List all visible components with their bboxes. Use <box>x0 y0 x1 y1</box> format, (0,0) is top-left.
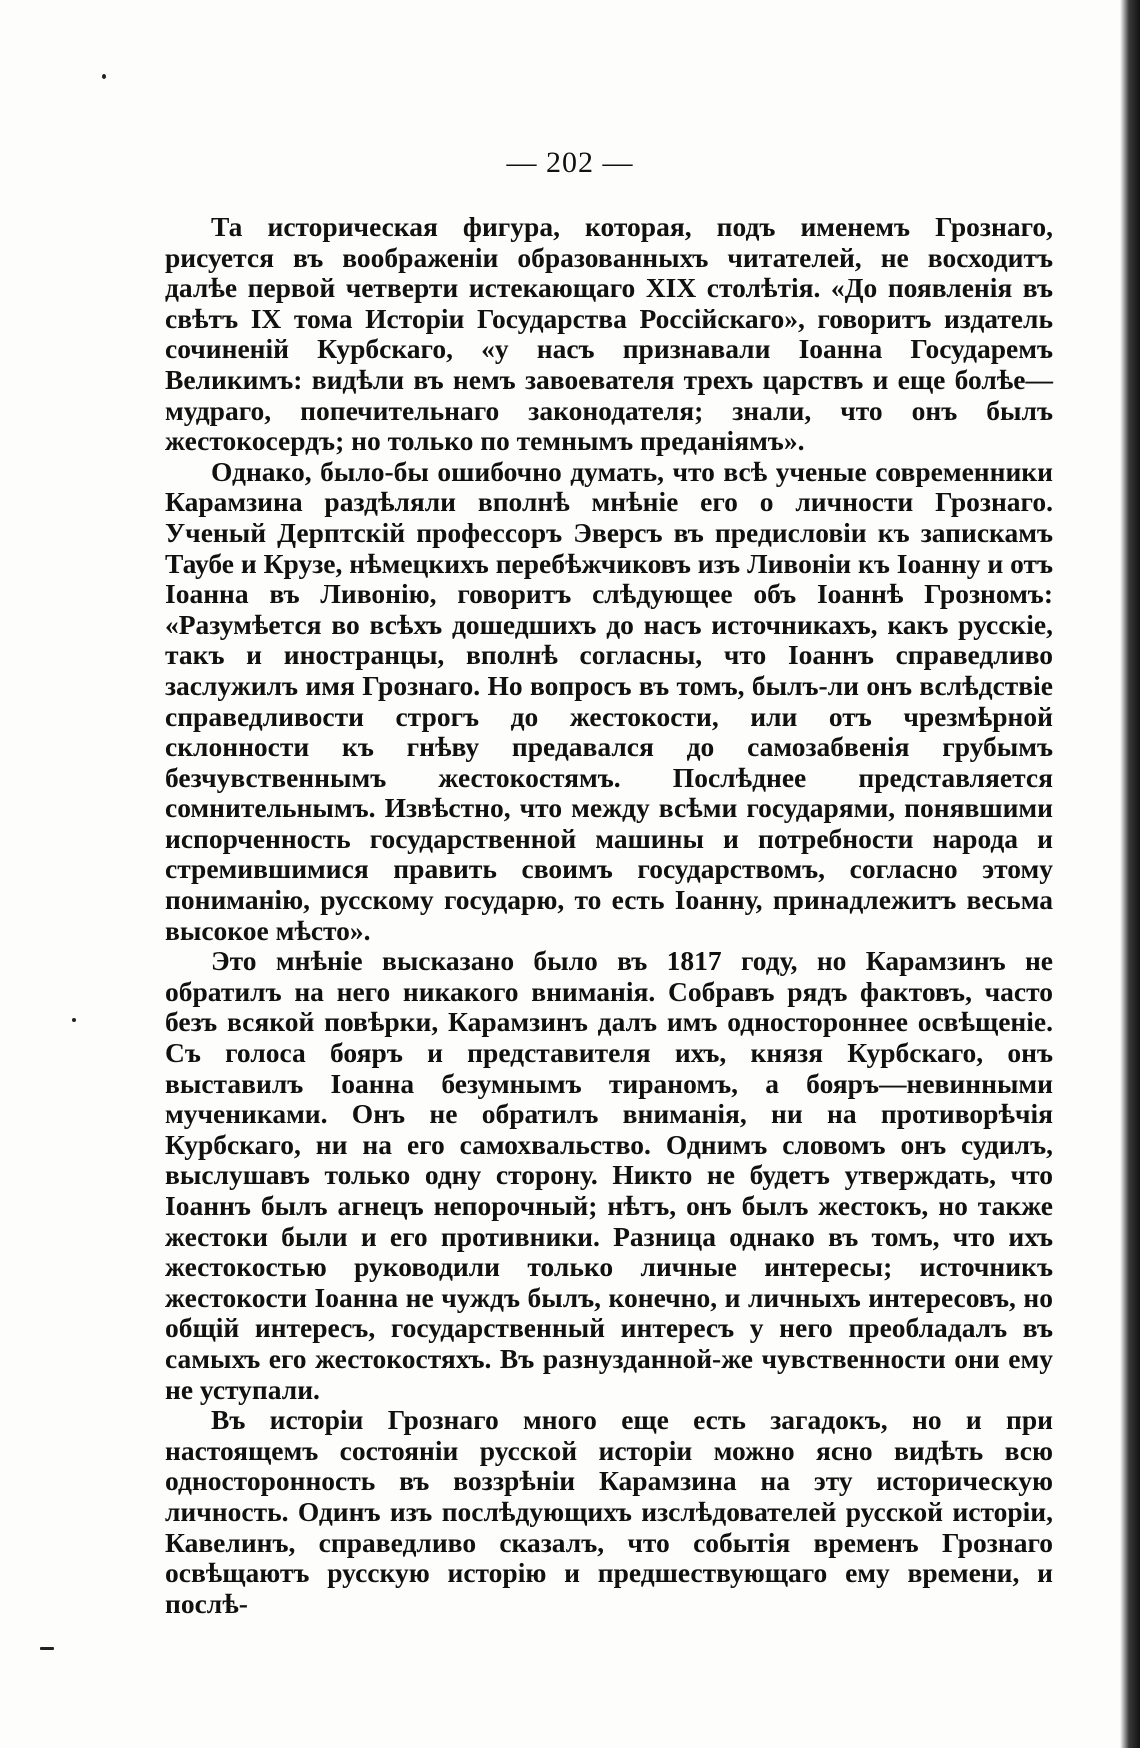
scan-speck <box>72 1018 76 1022</box>
scan-speck <box>40 1647 54 1650</box>
paragraph: Однако, было-бы ошибочно думать, что всѣ ученые современники Карамзина раздѣляли вполнѣ мнѣніе его о личности Грознаго. Ученый Дерптскій профессоръ Эверсъ въ предисловіи къ запискамъ Таубе и Крузе, нѣмецкихъ перебѣжчиковъ изъ Ливоніи къ Іоанну и отъ Іоанна въ Ливонію, говоритъ слѣдующее объ Іоаннѣ Грозномъ: «Разумѣется во всѣхъ дошедшихъ до насъ источникахъ, какъ русскіе, такъ и иностранцы, вполнѣ согласны, что Іоаннъ справедливо заслужилъ имя Грознаго. Но вопросъ въ томъ, былъ-ли онъ вслѣдствіе справедливости строгъ до жестокости, или отъ чрезмѣрной склонности къ гнѣву предавался до самозабвенія грубымъ безчувственнымъ жестокостямъ. Послѣднее представляется сомнительнымъ. Извѣстно, что между всѣми государями, понявшими испорченность государственной машины и потребности народа и стремившимися править своимъ государствомъ, согласно этому пониманію, русскому государю, то есть Іоанну, принадлежитъ весьма высокое мѣсто». <box>165 455 1053 946</box>
paragraph: Это мнѣніе высказано было въ 1817 году, но Карамзинъ не обратилъ на него никакого вниманія. Собравъ рядъ фактовъ, часто безъ всякой повѣрки, Карамзинъ далъ имъ одностороннее освѣщеніе. Съ голоса бояръ и представителя ихъ, князя Курбскаго, онъ выставилъ Іоанна безумнымъ тираномъ, а бояръ—невинными мучениками. Онъ не обратилъ вниманія, ни на противорѣчія Курбскаго, ни на его самохвальство. Однимъ словомъ онъ судилъ, выслушавъ только одну сторону. Никто не будетъ утверждать, что Іоаннъ былъ агнецъ непорочный; нѣтъ, онъ былъ жестокъ, но также жестоки были и его противники. Разница однако въ томъ, что ихъ жестокостью руководили только личные интересы; источникъ жестокости Іоанна не чуждъ былъ, конечно, и личныхъ интересовъ, но общій интересъ, государственный интересъ у него преобладалъ въ самыхъ его жестокостяхъ. Въ разнузданной-же чувственности они ему не уступали. <box>165 945 1053 1405</box>
body-text <box>165 212 1053 1619</box>
scan-speck <box>102 74 106 79</box>
page-spine-shadow <box>1120 0 1140 1748</box>
paragraph: Въ исторіи Грознаго много еще есть загадокъ, но и при настоящемъ состояніи русской исторіи можно ясно видѣть всю односторонность въ воззрѣніи Карамзина на эту историческую личность. Одинъ изъ послѣдующихъ изслѣдователей русской исторіи, Кавелинъ, справедливо сказалъ, что событія временъ Грознаго освѣщаютъ русскую исторію и предшествующаго ему времени, и послѣ- <box>165 1404 1053 1619</box>
paragraph: Та историческая фигура, которая, подъ именемъ Грознаго, рисуется въ воображеніи образованныхъ читателей, не восходитъ далѣе первой четверти истекающаго XIX столѣтія. «До появленія въ свѣтъ IX тома Исторіи Государства Россійскаго», говоритъ издатель сочиненій Курбскаго, «у насъ признавали Іоанна Государемъ Великимъ: видѣли въ немъ завоевателя трехъ царствъ и еще болѣе—мудраго, попечительнаго законодателя; знали, что онъ былъ жестокосердъ; но только по темнымъ преданіямъ». <box>165 211 1053 457</box>
page-number: — 202 — <box>506 146 634 179</box>
